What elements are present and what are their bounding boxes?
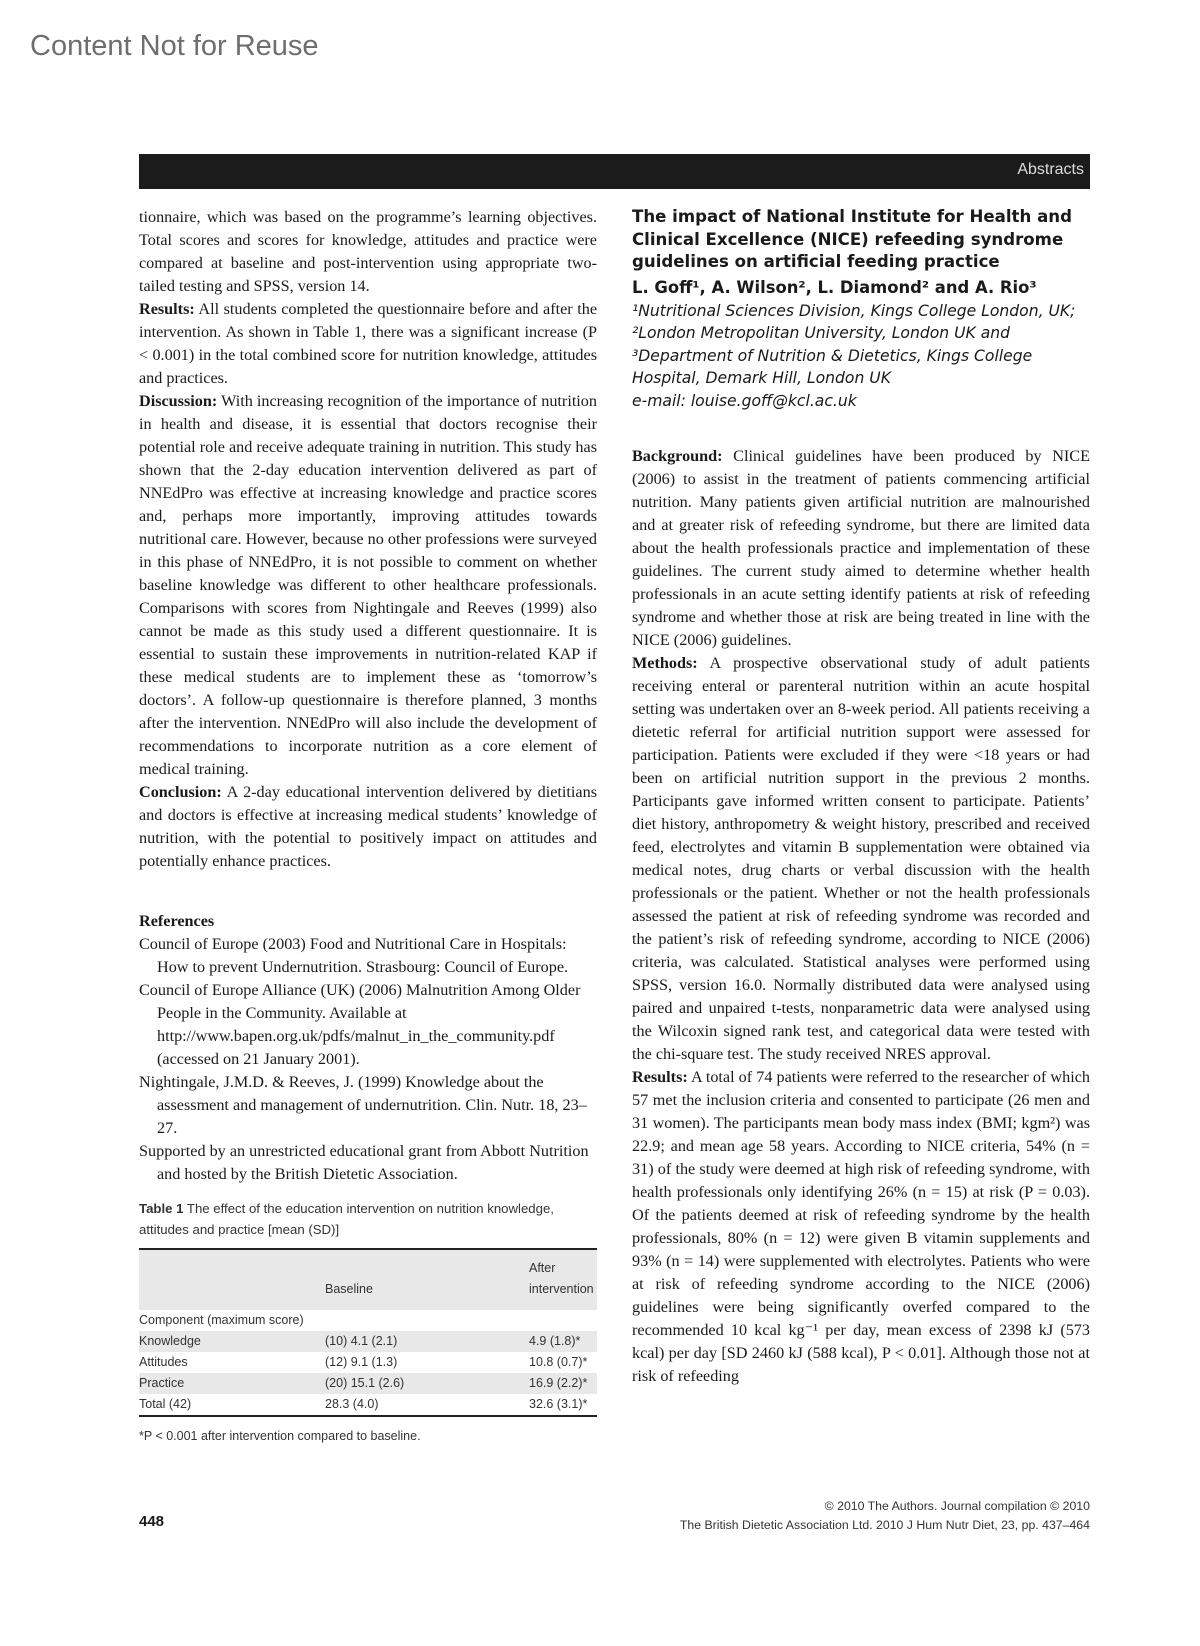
cell-after: 4.9 (1.8)* xyxy=(529,1331,597,1352)
table-group-row xyxy=(139,1310,597,1331)
discussion-paragraph xyxy=(139,390,597,781)
author-list: L. Goff¹, A. Wilson², L. Diamond² and A. Rio³ xyxy=(632,277,1037,297)
background-label: Background: xyxy=(632,447,723,465)
journal-citation: The British Dietetic Association Ltd. 2010 J Hum Nutr Diet, 23, pp. 437–464 xyxy=(679,1518,1090,1532)
page-number: 448 xyxy=(139,1513,165,1530)
section-title: Abstracts xyxy=(1017,161,1084,178)
background-text: Clinical guidelines have been produced by NICE (2006) to assist in the treatment of patients commencing artificial nutrition. Many patients given artificial nutrition are malnourished and at greater risk of refeeding syndrome, but there are limited data about the health professionals practice and implementation of these guidelines. The current study aimed to determine whether health professionals in an acute setting identify patients at risk of refeeding syndrome and whether those at risk are being treated in line with the NICE (2006) guidelines. xyxy=(632,447,1090,649)
table-caption xyxy=(139,1198,597,1240)
discussion-label: Discussion: xyxy=(139,392,218,410)
cell-component: Practice xyxy=(139,1373,325,1394)
cell-component: Knowledge xyxy=(139,1331,325,1352)
section-header-bar xyxy=(139,154,1090,189)
results-label: Results: xyxy=(632,1068,688,1086)
cell-baseline: (10) 4.1 (2.1) xyxy=(325,1331,529,1352)
copyright-footer xyxy=(680,1497,1090,1535)
header-empty xyxy=(139,1249,325,1310)
cell-baseline: 28.3 (4.0) xyxy=(325,1394,529,1416)
table-label: Table 1 xyxy=(139,1201,184,1216)
reference-item: Council of Europe Alliance (UK) (2006) Malnutrition Among Older People in the Community. Available at http://www.bapen.org.uk/pdfs/malnut_in_the_community.pdf (accessed on 21 January 2001). xyxy=(139,981,581,1068)
cell-after: 32.6 (3.1)* xyxy=(529,1394,597,1416)
copyright-line: © 2010 The Authors. Journal compilation © 2010 xyxy=(824,1499,1090,1513)
methods-label: Methods: xyxy=(632,654,698,672)
cell-after: 16.9 (2.2)* xyxy=(529,1373,597,1394)
conclusion-paragraph xyxy=(139,781,597,873)
table-caption-text: The effect of the education intervention on nutrition knowledge, attitudes and practice [mean (SD)] xyxy=(139,1201,554,1237)
results-text: All students completed the questionnaire before and after the intervention. As shown in Table 1, there was a significant increase (P < 0.001) in the total combined score for nutrition knowledge, attitudes and practices. xyxy=(139,300,597,387)
cell-after: 10.8 (0.7)* xyxy=(529,1355,588,1369)
abstract-title: The impact of National Institute for Health and Clinical Excellence (NICE) refeeding syndrome guidelines on artificial feeding practice xyxy=(632,207,1072,271)
group-label: Component (maximum score) xyxy=(139,1313,304,1327)
support-statement: Supported by an unrestricted educational grant from Abbott Nutrition and hosted by the British Dietetic Association. xyxy=(139,1142,589,1183)
watermark: Content Not for Reuse xyxy=(30,30,319,62)
results-paragraph xyxy=(139,298,597,390)
reference-item: Nightingale, J.M.D. & Reeves, J. (1999) Knowledge about the assessment and management of undernutrition. Clin. Nutr. 18, 23–27. xyxy=(139,1073,587,1137)
methods-text: A prospective observational study of adult patients receiving enteral or parenteral nutrition within an acute hospital setting was undertaken over an 8-week period. All patients receiving a dietetic referral for artificial nutrition support were assessed for participation. Patients were excluded if they were <18 years or had been on artificial nutrition support in the previous 2 months. Participants gave informed written consent to participate. Patients’ diet history, anthropometry & weight history, prescribed and received feed, electrolytes and vitamin B supplementation were obtained via medical notes, drug charts or verbal discussion with the health professionals or the patient. Whether or not the health professionals assessed the patient at risk of refeeding syndrome was recorded and the patient’s risk of refeeding syndrome, according to NICE (2006) criteria, was calculated. Statistical analyses were performed using SPSS, version 16.0. Normally distributed data were analysed using paired and unpaired t-tests, nonparametric data were analysed using the Wilcoxin signed rank test, and categorical data were tested with the chi-square test. The study received NRES approval. xyxy=(632,654,1090,1063)
results-text: A total of 74 patients were referred to the researcher of which 57 met the inclusion criteria and consented to participate (26 men and 31 women). The participants mean body mass index (BMI; kgm²) was 22.9; and mean age 58 years. According to NICE criteria, 54% (n = 31) of the study were deemed at high risk of refeeding syndrome, with health professionals only identifying 26% (n = 15) at risk (P = 0.03). Of the patients deemed at risk of refeeding syndrome by the health professionals, 80% (n = 12) were given B vitamin supplements and 93% (n = 14) were supplemented with electrolytes. Patients who were at risk of refeeding syndrome according to the NICE (2006) guidelines were being significantly overfed compared to the recommended 10 kcal kg⁻¹ per day, mean excess of 2398 kJ (573 kcal) per day [SD 2460 kJ (588 kcal), P < 0.01]. Although those not at risk of refeeding xyxy=(632,1068,1090,1385)
table-row xyxy=(139,1373,597,1394)
table-footnote: *P < 0.001 after intervention compared to baseline. xyxy=(139,1429,421,1443)
table-row xyxy=(139,1394,597,1416)
contact-email: e-mail: louise.goff@kcl.ac.uk xyxy=(632,391,857,410)
methods-continuation: tionnaire, which was based on the programme’s learning objectives. Total scores and scores for knowledge, attitudes and practice were compared at baseline and post-intervention using appropriate two-tailed testing and SPSS, version 14. xyxy=(139,208,597,295)
reference-item: Council of Europe (2003) Food and Nutritional Care in Hospitals: How to prevent Undernutrition. Strasbourg: Council of Europe. xyxy=(139,935,569,976)
table-row xyxy=(139,1331,597,1352)
cell-baseline: (20) 15.1 (2.6) xyxy=(325,1373,529,1394)
header-baseline: Baseline xyxy=(325,1249,529,1310)
left-column xyxy=(139,206,597,1448)
affiliations: ¹Nutritional Sciences Division, Kings College London, UK; ²London Metropolitan University, London UK and ³Department of Nutrition & Dietetics, Kings College Hospital, Demark Hill, London UK xyxy=(632,301,1076,387)
methods-paragraph xyxy=(632,652,1090,1066)
right-column xyxy=(632,206,1090,1388)
table-row xyxy=(139,1352,597,1373)
background-paragraph xyxy=(632,445,1090,652)
conclusion-label: Conclusion: xyxy=(139,783,222,801)
results-paragraph xyxy=(632,1066,1090,1388)
references-heading: References xyxy=(139,912,215,930)
cell-component: Attitudes xyxy=(139,1355,188,1369)
cell-baseline: (12) 9.1 (1.3) xyxy=(325,1355,398,1369)
table-header-row xyxy=(139,1249,597,1310)
cell-component: Total (42) xyxy=(139,1394,325,1416)
results-label: Results: xyxy=(139,300,195,318)
results-table xyxy=(139,1248,597,1417)
header-after: After intervention xyxy=(529,1249,597,1310)
conclusion-text: A 2-day educational intervention delivered by dietitians and doctors is effective at increasing medical students’ knowledge of nutrition, with the potential to positively impact on attitudes and potentially enhance practices. xyxy=(139,783,597,870)
discussion-text: With increasing recognition of the importance of nutrition in health and disease, it is essential that doctors recognise their potential role and receive adequate training in nutrition. This study has shown that the 2-day education intervention delivered as part of NNEdPro was effective at increasing knowledge and practice scores and, perhaps more importantly, improving attitudes towards nutritional care. However, because no other professions were surveyed in this phase of NNEdPro, it is not possible to comment on whether baseline knowledge was different to other healthcare professionals. Comparisons with scores from Nightingale and Reeves (1999) also cannot be made as this study used a different questionnaire. It is essential to sustain these improvements in nutrition-related KAP if these medical students are to implement these as ‘tomorrow’s doctors’. A follow-up questionnaire is therefore planned, 3 months after the intervention. NNEdPro will also include the development of recommendations to incorporate nutrition as a core element of medical training. xyxy=(139,392,597,778)
